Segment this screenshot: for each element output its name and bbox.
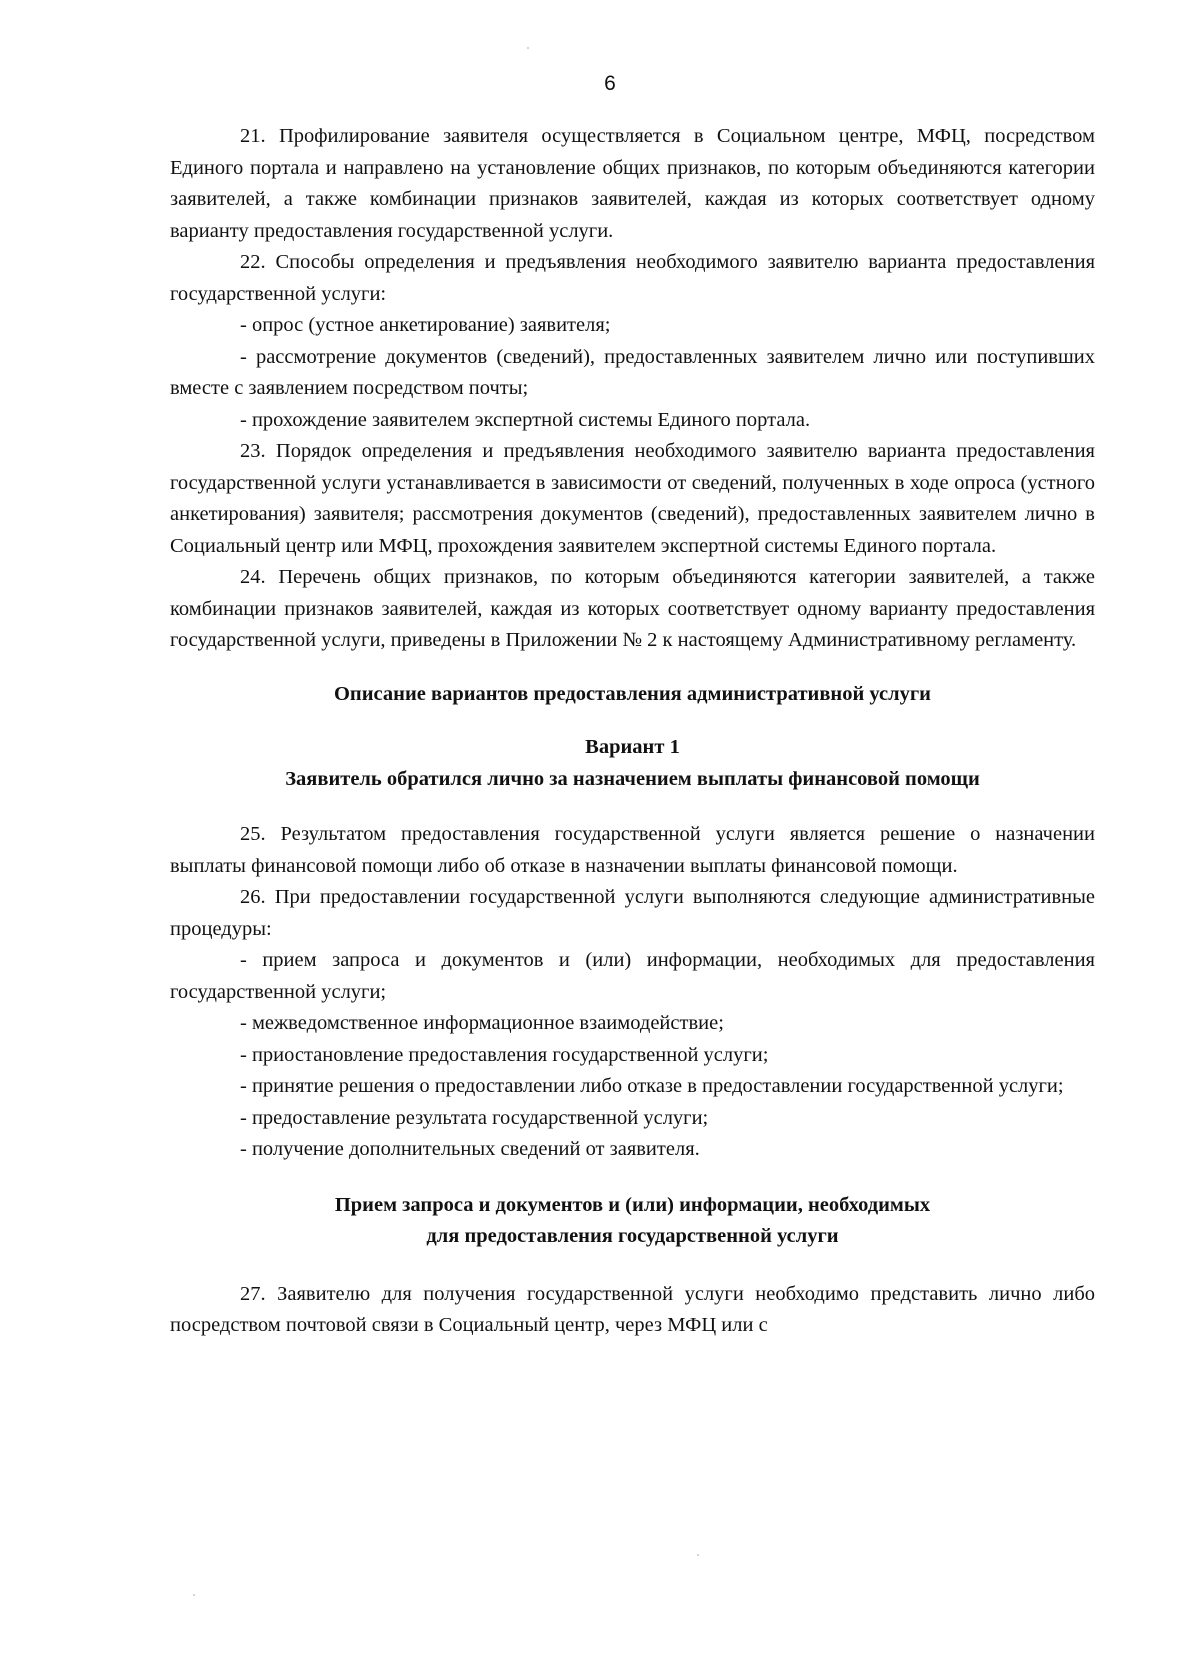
paragraph-23: 23. Порядок определения и предъявления необходимого заявителю варианта предоставления государственной услуги устанавливается в зависимости от сведений, полученных в ходе опроса (устного анкетирования) заявителя; рассмотрения документов (сведений), предоставленных заявителем лично в Социальный центр или МФЦ, прохождения заявителем экспертной системы Единого портала. xyxy=(170,440,1095,557)
list-item-decision: - принятие решения о предоставлении либо отказе в предоставлении государственной услуги; xyxy=(240,1075,1064,1097)
scan-speck xyxy=(527,47,529,49)
list-item-expert-system: - прохождение заявителем экспертной системы Единого портала. xyxy=(240,408,811,431)
section-heading-description: Описание вариантов предоставления административной услуги xyxy=(333,682,931,705)
paragraph-22: 22. Способы определения и предъявления необходимого заявителю варианта предоставления государственной услуги: xyxy=(170,251,1095,305)
list-item-result: - предоставление результата государственной услуги; xyxy=(240,1106,709,1129)
page-number: 6 xyxy=(604,72,616,95)
list-item-document-review: - рассмотрение документов (сведений), предоставленных заявителем лично или поступивших вместе с заявлением посредством почты; xyxy=(170,345,1095,399)
list-item-survey: - опрос (устное анкетирование) заявителя; xyxy=(240,314,611,336)
scan-speck xyxy=(193,1594,195,1596)
scan-speck xyxy=(697,1554,699,1556)
heading-line-2: для предоставления государственной услуги xyxy=(426,1225,839,1247)
variant-heading: Вариант 1 xyxy=(585,736,680,758)
list-item-interagency: - межведомственное информационное взаимодействие; xyxy=(240,1012,724,1034)
paragraph-25: 25. Результатом предоставления государственной услуги является решение о назначении выплаты финансовой помощи либо об отказе в назначении выплаты финансовой помощи. xyxy=(170,823,1095,877)
paragraph-27: 27. Заявителю для получения государственной услуги необходимо представить лично либо посредством почтовой связи в Социальный центр, через МФЦ или с xyxy=(170,1282,1095,1336)
heading-line-1: Прием запроса и документов и (или) информации, необходимых xyxy=(334,1193,931,1216)
list-item-additional-info: - получение дополнительных сведений от заявителя. xyxy=(240,1138,700,1160)
section-heading-request-receipt xyxy=(170,1190,1095,1253)
variant-subheading: Заявитель обратился лично за назначением выплаты финансовой помощи xyxy=(285,767,980,790)
list-item-request-receipt: - прием запроса и документов и (или) информации, необходимых для предоставления государственной услуги; xyxy=(170,949,1095,1003)
document-body xyxy=(170,121,1095,1342)
paragraph-26: 26. При предоставлении государственной услуги выполняются следующие административные процедуры: xyxy=(170,886,1095,940)
list-item-suspension: - приостановление предоставления государственной услуги; xyxy=(240,1043,769,1066)
paragraph-24: 24. Перечень общих признаков, по которым объединяются категории заявителей, а также комбинации признаков заявителей, каждая из которых соответствует одному варианту предоставления государственной услуги, приведены в Приложении № 2 к настоящему Административному регламенту. xyxy=(170,566,1095,651)
paragraph-21: 21. Профилирование заявителя осуществляется в Социальном центре, МФЦ, посредством Единого портала и направлено на установление общих признаков, по которым объединяются категории заявителей, а также комбинации признаков заявителей, каждая из которых соответствует одному варианту предоставления государственной услуги. xyxy=(170,125,1095,242)
